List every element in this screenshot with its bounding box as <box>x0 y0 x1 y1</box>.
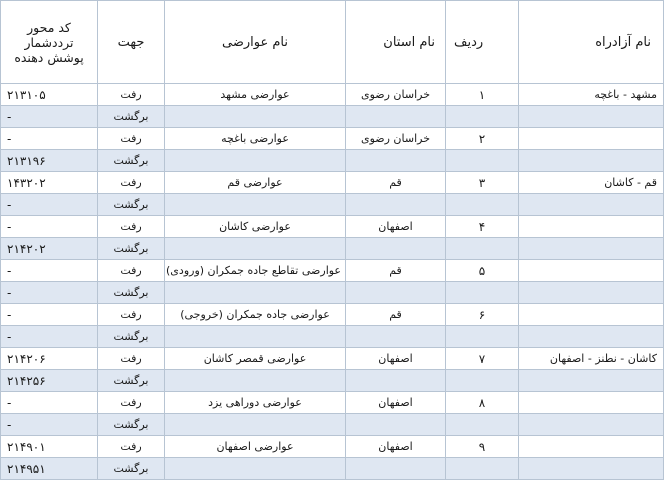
counter-code-cell: - <box>1 106 98 128</box>
freeway-cell <box>519 414 664 436</box>
province-cell: اصفهان <box>346 348 446 370</box>
table-row <box>1 304 664 326</box>
counter-code-cell: - <box>1 392 98 414</box>
table-row <box>1 84 664 106</box>
direction-cell: برگشت <box>98 150 165 172</box>
freeway-cell <box>519 458 664 480</box>
table-row <box>1 194 664 216</box>
toll-name-cell <box>165 458 346 480</box>
header-row <box>1 1 664 84</box>
direction-cell: رفت <box>98 84 165 106</box>
direction-cell: رفت <box>98 392 165 414</box>
row-number-cell: ۴ <box>446 216 519 238</box>
toll-name-cell: عوارضی مشهد <box>165 84 346 106</box>
row-number-cell: ۶ <box>446 304 519 326</box>
toll-name-cell <box>165 414 346 436</box>
row-number-cell: ۳ <box>446 172 519 194</box>
freeway-cell <box>519 260 664 282</box>
counter-code-cell: - <box>1 216 98 238</box>
freeway-cell <box>519 282 664 304</box>
toll-name-cell <box>165 238 346 260</box>
header-freeway: نام آزادراه <box>519 1 664 84</box>
province-cell <box>346 194 446 216</box>
counter-code-cell: ۱۴۳۲۰۲ <box>1 172 98 194</box>
header-toll-name: نام عوارضی <box>165 1 346 84</box>
province-cell: قم <box>346 304 446 326</box>
counter-code-cell: ۲۱۴۹۰۱ <box>1 436 98 458</box>
row-number-cell: ۱ <box>446 84 519 106</box>
direction-cell: رفت <box>98 348 165 370</box>
toll-name-cell <box>165 150 346 172</box>
freeway-cell: قم - کاشان <box>519 172 664 194</box>
freeway-cell <box>519 150 664 172</box>
direction-cell: رفت <box>98 260 165 282</box>
row-number-cell <box>446 194 519 216</box>
counter-code-cell: - <box>1 282 98 304</box>
direction-cell: رفت <box>98 436 165 458</box>
direction-cell: برگشت <box>98 458 165 480</box>
row-number-cell <box>446 106 519 128</box>
freeway-cell <box>519 194 664 216</box>
province-cell: خراسان رضوی <box>346 84 446 106</box>
counter-code-cell: ۲۱۴۹۵۱ <box>1 458 98 480</box>
province-cell <box>346 414 446 436</box>
province-cell: خراسان رضوی <box>346 128 446 150</box>
counter-code-cell: ۲۱۳۱۰۵ <box>1 84 98 106</box>
counter-code-cell: - <box>1 304 98 326</box>
table-row <box>1 216 664 238</box>
direction-cell: برگشت <box>98 238 165 260</box>
toll-name-cell: عوارضی اصفهان <box>165 436 346 458</box>
freeway-cell: مشهد - باغچه <box>519 84 664 106</box>
direction-cell: برگشت <box>98 370 165 392</box>
freeway-cell <box>519 392 664 414</box>
toll-name-cell <box>165 106 346 128</box>
freeway-cell <box>519 216 664 238</box>
row-number-cell <box>446 370 519 392</box>
row-number-cell: ۹ <box>446 436 519 458</box>
freeway-cell <box>519 128 664 150</box>
toll-name-cell <box>165 326 346 348</box>
direction-cell: برگشت <box>98 106 165 128</box>
row-number-cell <box>446 150 519 172</box>
table-row <box>1 392 664 414</box>
table-row <box>1 458 664 480</box>
table-row <box>1 436 664 458</box>
table-row <box>1 348 664 370</box>
row-number-cell <box>446 414 519 436</box>
freeway-cell <box>519 370 664 392</box>
counter-code-cell: - <box>1 326 98 348</box>
counter-code-cell: - <box>1 194 98 216</box>
table-row <box>1 414 664 436</box>
province-cell <box>346 370 446 392</box>
freeway-cell <box>519 326 664 348</box>
direction-cell: برگشت <box>98 194 165 216</box>
table-row <box>1 128 664 150</box>
province-cell <box>346 458 446 480</box>
freeway-cell <box>519 304 664 326</box>
row-number-cell <box>446 326 519 348</box>
direction-cell: رفت <box>98 172 165 194</box>
table-row <box>1 238 664 260</box>
direction-cell: رفت <box>98 128 165 150</box>
toll-name-cell: عوارضی جاده جمکران (خروجی) <box>165 304 346 326</box>
direction-cell: رفت <box>98 216 165 238</box>
counter-code-cell: ۲۱۴۲۵۶ <box>1 370 98 392</box>
toll-name-cell: عوارضی کاشان <box>165 216 346 238</box>
row-number-cell <box>446 458 519 480</box>
freeway-cell <box>519 436 664 458</box>
header-row-number: ردیف <box>446 1 519 84</box>
freeway-cell: کاشان - نطنز - اصفهان <box>519 348 664 370</box>
counter-code-cell: ۲۱۴۲۰۲ <box>1 238 98 260</box>
freeway-cell <box>519 238 664 260</box>
toll-name-cell <box>165 370 346 392</box>
table-row <box>1 370 664 392</box>
toll-name-cell <box>165 282 346 304</box>
counter-code-cell: - <box>1 260 98 282</box>
direction-cell: برگشت <box>98 282 165 304</box>
header-direction: جهت <box>98 1 165 84</box>
header-counter-code: کد محور ترددشمار پوشش دهنده <box>1 1 98 84</box>
row-number-cell: ۲ <box>446 128 519 150</box>
province-cell: قم <box>346 172 446 194</box>
header-province: نام استان <box>346 1 446 84</box>
province-cell: قم <box>346 260 446 282</box>
table-row <box>1 106 664 128</box>
counter-code-cell: - <box>1 128 98 150</box>
toll-name-cell: عوارضی باغچه <box>165 128 346 150</box>
row-number-cell: ۷ <box>446 348 519 370</box>
row-number-cell: ۵ <box>446 260 519 282</box>
province-cell: اصفهان <box>346 216 446 238</box>
row-number-cell <box>446 282 519 304</box>
province-cell <box>346 326 446 348</box>
direction-cell: رفت <box>98 304 165 326</box>
province-cell <box>346 150 446 172</box>
toll-name-cell: عوارضی قم <box>165 172 346 194</box>
counter-code-cell: ۲۱۴۲۰۶ <box>1 348 98 370</box>
counter-code-cell: - <box>1 414 98 436</box>
counter-code-cell: ۲۱۳۱۹۶ <box>1 150 98 172</box>
row-number-cell: ۸ <box>446 392 519 414</box>
direction-cell: برگشت <box>98 326 165 348</box>
table-row <box>1 326 664 348</box>
table-row <box>1 172 664 194</box>
province-cell <box>346 106 446 128</box>
toll-name-cell: عوارضی دوراهی یزد <box>165 392 346 414</box>
table-row <box>1 260 664 282</box>
province-cell: اصفهان <box>346 392 446 414</box>
table-row <box>1 282 664 304</box>
toll-name-cell <box>165 194 346 216</box>
toll-name-cell: عوارضی قمصر کاشان <box>165 348 346 370</box>
province-cell <box>346 282 446 304</box>
row-number-cell <box>446 238 519 260</box>
table-body <box>1 84 664 480</box>
freeway-cell <box>519 106 664 128</box>
province-cell: اصفهان <box>346 436 446 458</box>
table-row <box>1 150 664 172</box>
toll-name-cell: عوارضی تقاطع جاده جمکران (ورودی) <box>165 260 346 282</box>
province-cell <box>346 238 446 260</box>
direction-cell: برگشت <box>98 414 165 436</box>
